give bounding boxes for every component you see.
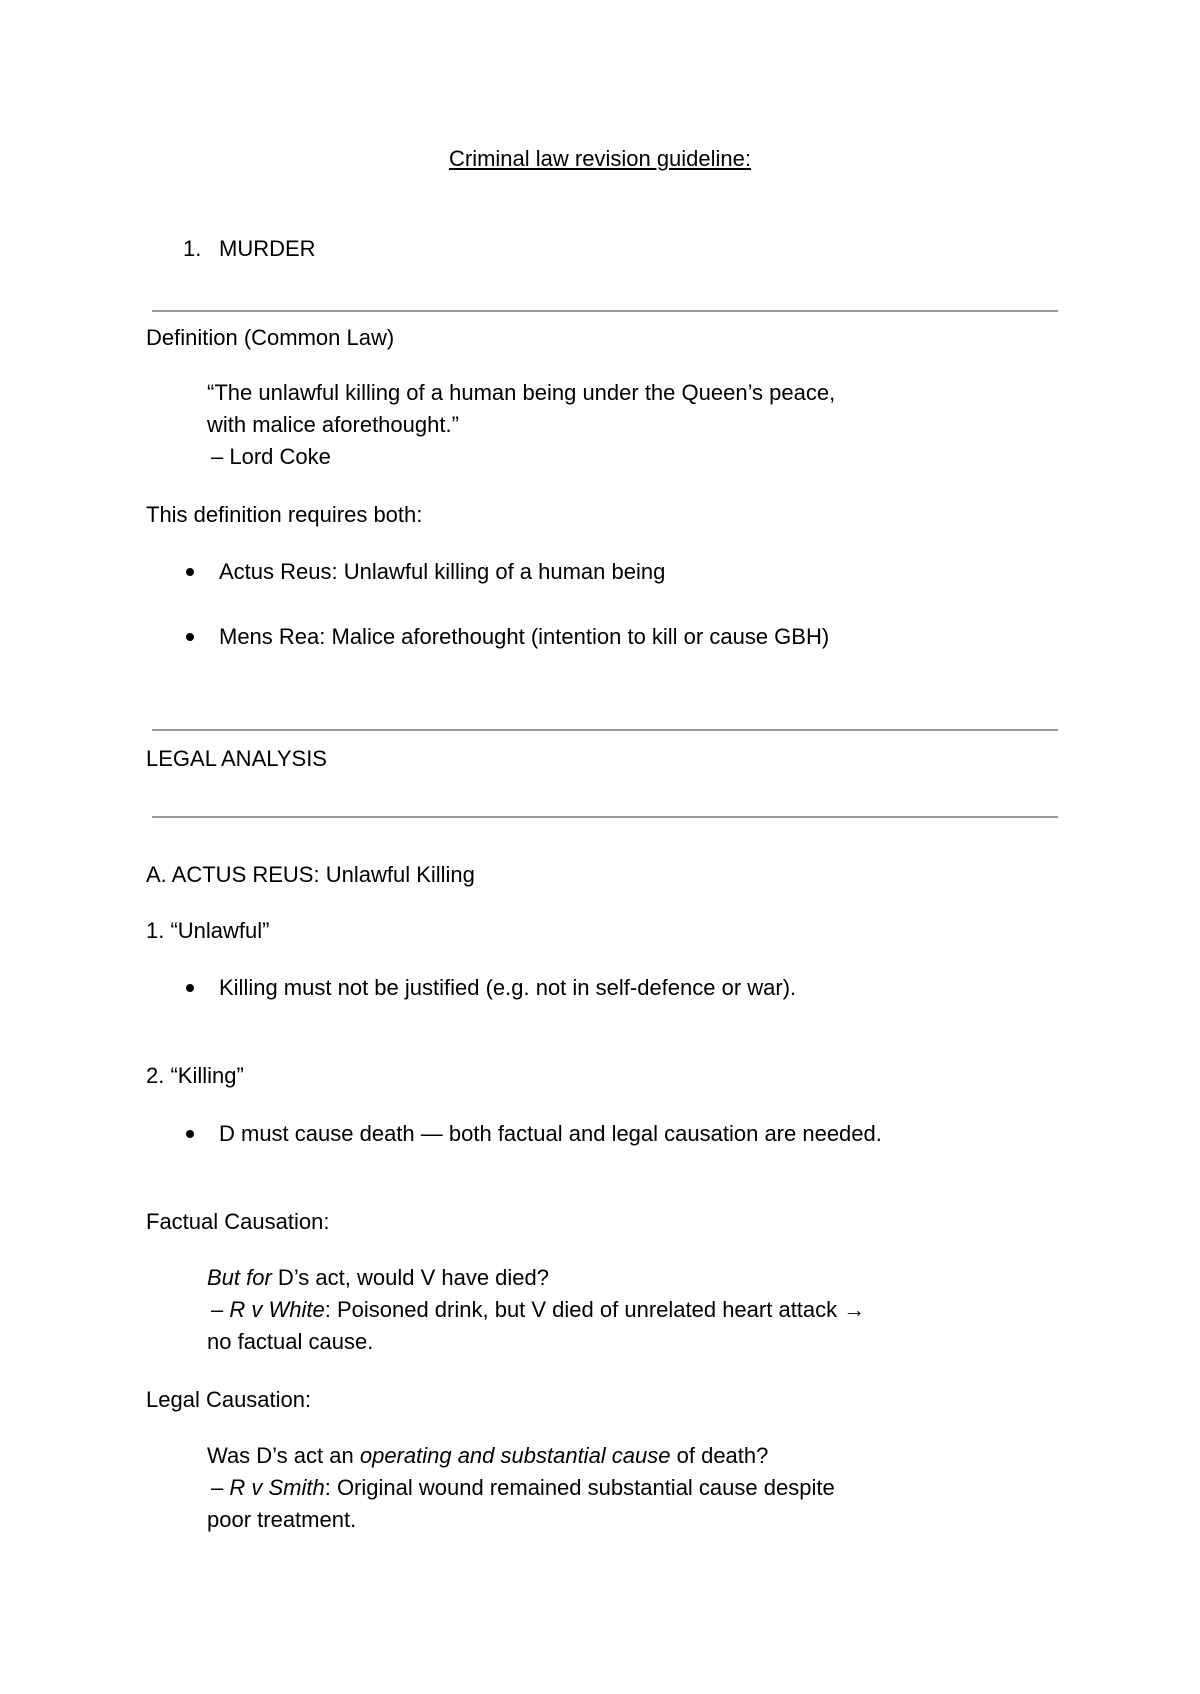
bullet-dot — [186, 1130, 194, 1138]
case-name: R v White — [229, 1297, 325, 1322]
killing-point: D must cause death — both factual and legal causation are needed. — [219, 1121, 882, 1146]
document-title: Criminal law revision guideline: — [448, 146, 752, 171]
actus-reus-heading: A. ACTUS REUS: Unlawful Killing — [146, 862, 475, 887]
factual-case-white: – R v White: Poisoned drink, but V died of unrelated heart attack → — [211, 1297, 866, 1322]
definition-quote-line-2: with malice aforethought.” — [207, 412, 459, 437]
operating-substantial-term: operating and substantial cause — [359, 1443, 671, 1468]
divider-line — [152, 729, 1058, 731]
definition-quote-line-1: “The unlawful killing of a human being under the Queen’s peace, — [207, 380, 836, 405]
section-number: 1. — [183, 236, 202, 261]
section-title: MURDER — [219, 236, 316, 261]
legal-question: Was D’s act an operating and substantial cause of death? — [207, 1443, 769, 1468]
bullet-dot — [186, 984, 194, 992]
divider-line — [152, 310, 1058, 312]
but-for-term: But for — [207, 1265, 272, 1290]
legal-analysis-heading: LEGAL ANALYSIS — [146, 746, 327, 771]
quote-attribution: – Lord Coke — [211, 444, 331, 469]
unlawful-heading: 1. “Unlawful” — [146, 918, 270, 943]
legal-causation-heading: Legal Causation: — [146, 1387, 312, 1412]
unlawful-point: Killing must not be justified (e.g. not in self-defence or war). — [219, 975, 797, 1000]
definition-heading: Definition (Common Law) — [146, 325, 395, 350]
divider-line — [152, 816, 1058, 818]
requirement-mens-rea: Mens Rea: Malice aforethought (intention to kill or cause GBH) — [219, 624, 830, 649]
factual-causation-heading: Factual Causation: — [146, 1209, 330, 1234]
legal-case-smith: – R v Smith: Original wound remained substantial cause despite — [211, 1475, 835, 1500]
factual-case-continuation: no factual cause. — [207, 1329, 374, 1354]
case-name: R v Smith — [229, 1475, 325, 1500]
legal-case-continuation: poor treatment. — [207, 1507, 357, 1532]
bullet-dot — [186, 568, 194, 576]
killing-heading: 2. “Killing” — [146, 1063, 244, 1088]
bullet-dot — [186, 633, 194, 641]
requirement-actus-reus: Actus Reus: Unlawful killing of a human being — [219, 559, 666, 584]
requirements-intro: This definition requires both: — [146, 502, 423, 527]
factual-question: But for D’s act, would V have died? — [207, 1265, 550, 1290]
